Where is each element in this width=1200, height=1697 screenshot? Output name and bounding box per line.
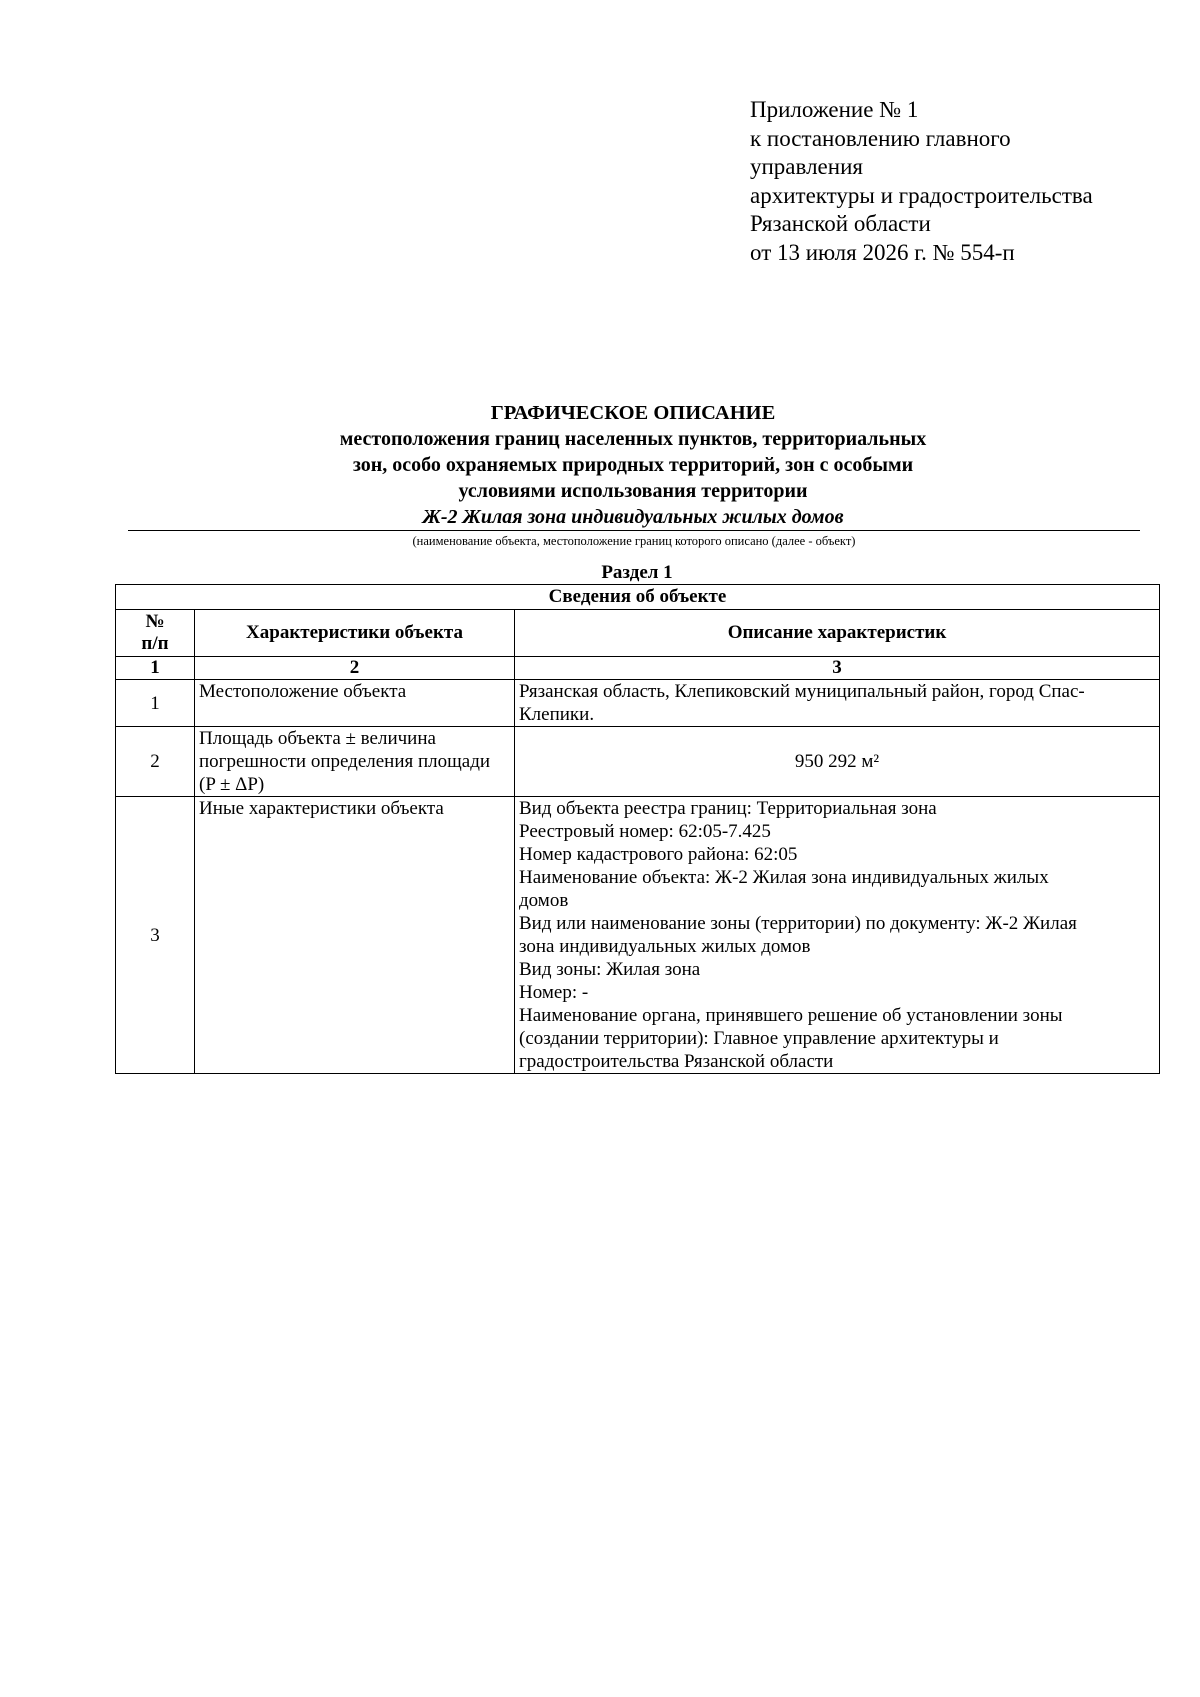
cell-line: Рязанская область, Клепиковский муниципальный район, город Спас- xyxy=(519,681,1085,702)
object-info-table xyxy=(115,584,1160,1074)
header-description: Описание характеристик xyxy=(515,610,1160,657)
appendix-line: архитектуры и градостроительства xyxy=(750,182,1093,208)
document-subtitle-line: зон, особо охраняемых природных территорий, зон с особыми xyxy=(352,454,914,476)
cell-line: Наименование органа, принявшего решение об установлении зоны xyxy=(519,1005,1063,1026)
cell-line: зона индивидуальных жилых домов xyxy=(519,936,811,957)
header-num xyxy=(116,610,195,657)
section-title: Раздел 1 xyxy=(601,562,673,583)
row-description xyxy=(515,680,1160,727)
table-row xyxy=(116,727,1160,797)
cell-line: (P ± ΔP) xyxy=(199,774,265,795)
document-subtitle-line: местоположения границ населенных пунктов, территориальных xyxy=(339,428,927,450)
cell-line: погрешности определения площади xyxy=(199,751,491,772)
header-num-line: п/п xyxy=(141,633,169,654)
header-characteristic: Характеристики объекта xyxy=(195,610,515,657)
cell-line: Вид объекта реестра границ: Территориальная зона xyxy=(519,798,937,819)
appendix-line: Приложение № 1 xyxy=(750,97,919,122)
header-num-line: № xyxy=(145,611,165,632)
appendix-line: к постановлению главного xyxy=(750,125,1011,151)
document-title-block xyxy=(128,400,1138,530)
object-name-caption: (наименование объекта, местоположение границ которого описано (далее - объект) xyxy=(412,534,856,548)
column-index: 1 xyxy=(116,657,195,680)
column-index: 3 xyxy=(515,657,1160,680)
cell-line: Наименование объекта: Ж-2 Жилая зона индивидуальных жилых xyxy=(519,867,1049,888)
cell-line: Местоположение объекта xyxy=(199,681,407,702)
object-name-underline xyxy=(128,530,1140,531)
appendix-line: управления xyxy=(750,154,863,179)
row-characteristic xyxy=(195,797,515,1074)
cell-line: Номер кадастрового района: 62:05 xyxy=(519,844,798,865)
row-description xyxy=(515,797,1160,1074)
appendix-line: Рязанской области xyxy=(750,211,931,236)
cell-line: Иные характеристики объекта xyxy=(199,798,444,819)
cell-line: Площадь объекта ± величина xyxy=(199,728,436,749)
document-subtitle-line: условиями использования территории xyxy=(458,480,808,502)
table-title: Сведения об объекте xyxy=(116,585,1160,610)
row-num: 1 xyxy=(116,680,195,727)
row-characteristic xyxy=(195,727,515,797)
cell-line: Клепики. xyxy=(519,704,595,725)
table-row xyxy=(116,797,1160,1074)
row-characteristic xyxy=(195,680,515,727)
object-name: Ж-2 Жилая зона индивидуальных жилых домов xyxy=(422,506,844,528)
row-num: 2 xyxy=(116,727,195,797)
appendix-block xyxy=(750,96,1093,267)
cell-line: градостроительства Рязанской области xyxy=(519,1051,834,1072)
cell-line: Вид зоны: Жилая зона xyxy=(519,959,701,980)
document-title: ГРАФИЧЕСКОЕ ОПИСАНИЕ xyxy=(490,402,776,424)
cell-line: Реестровый номер: 62:05-7.425 xyxy=(519,821,771,842)
table-header-row xyxy=(116,610,1160,657)
cell-line: Номер: - xyxy=(519,982,589,1003)
table-row xyxy=(116,680,1160,727)
cell-line: 950 292 м² xyxy=(794,751,880,772)
cell-line: домов xyxy=(519,890,569,911)
table-title-row xyxy=(116,585,1160,610)
cell-line: Вид или наименование зоны (территории) по документу: Ж-2 Жилая xyxy=(519,913,1077,934)
appendix-line: от 13 июля 2026 г. № 554-п xyxy=(750,239,1015,265)
column-index: 2 xyxy=(195,657,515,680)
cell-line: (создании территории): Главное управление архитектуры и xyxy=(519,1028,999,1049)
row-description xyxy=(515,727,1160,797)
column-index-row xyxy=(116,657,1160,680)
row-num: 3 xyxy=(116,797,195,1074)
